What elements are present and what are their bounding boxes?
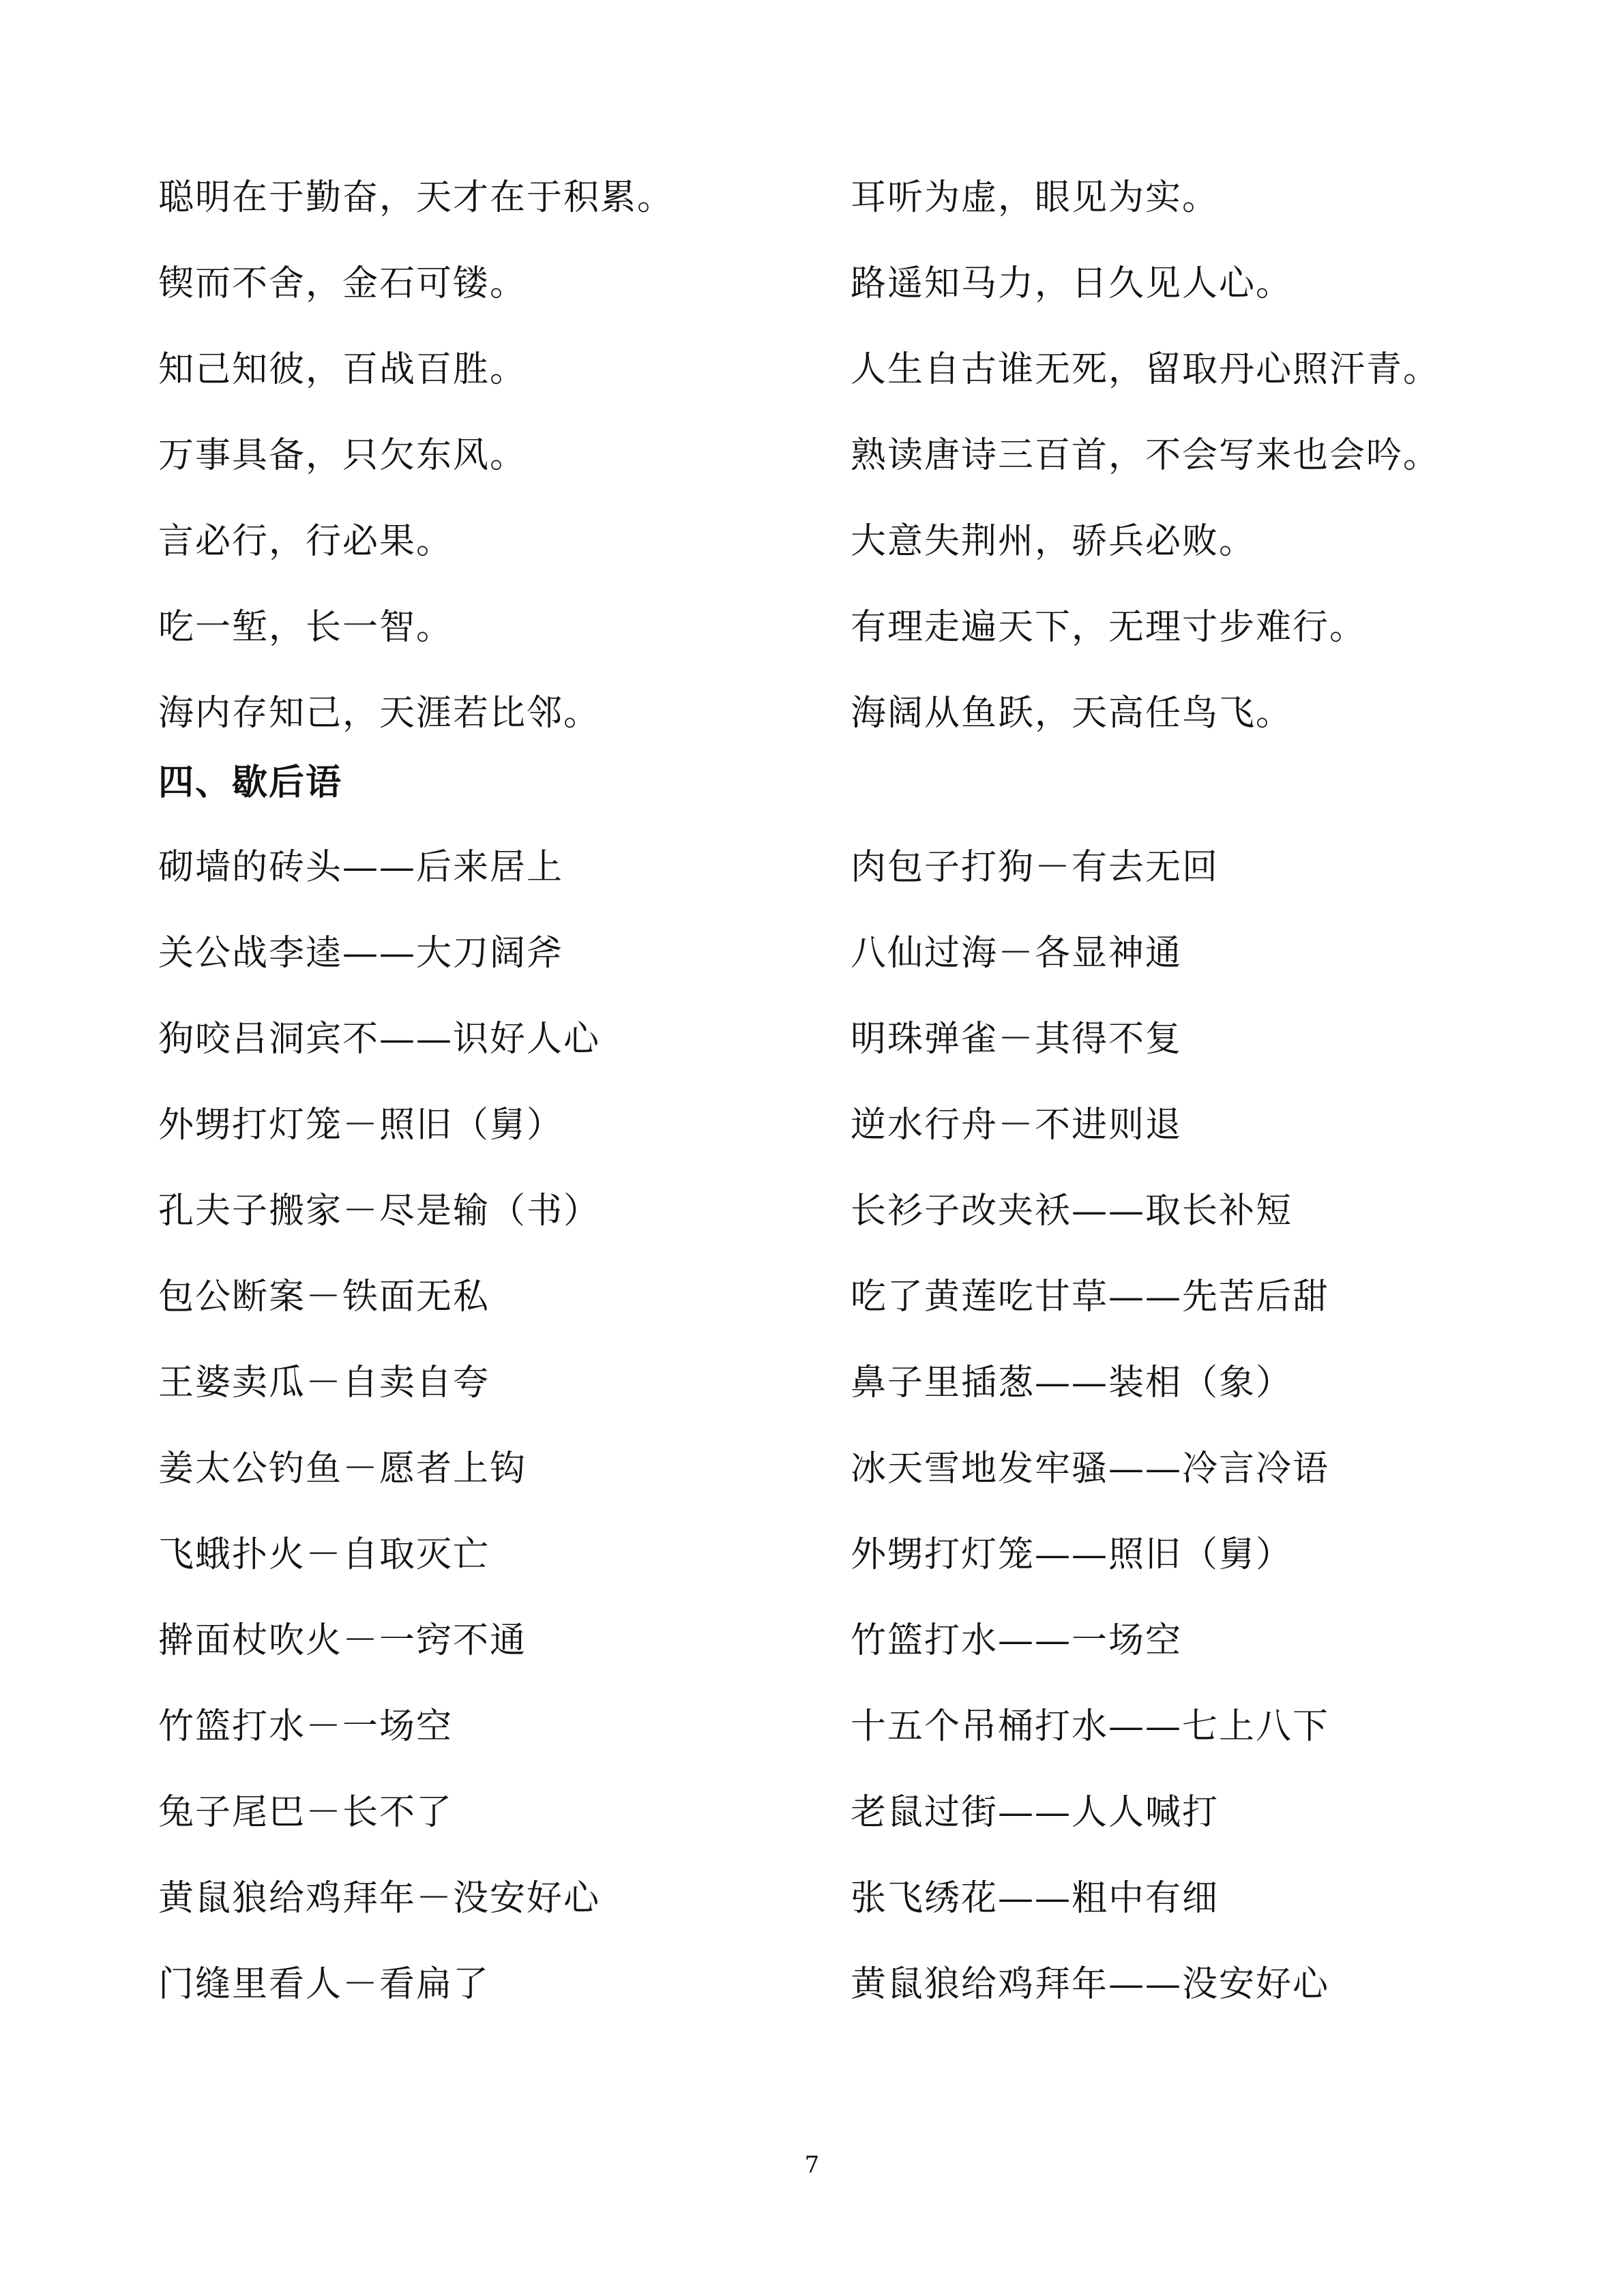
xiehouyu-left: 门缝里看人－看扁了 [158, 1964, 490, 2005]
xiehouyu-left: 关公战李逵——大刀阔斧 [158, 933, 564, 974]
xiehouyu-right: 明珠弹雀－其得不复 [851, 1019, 1183, 1060]
xiehouyu-row [0, 1858, 1624, 1939]
xiehouyu-left: 外甥打灯笼－照旧（舅） [158, 1105, 564, 1146]
xiehouyu-left: 姜太公钓鱼－愿者上钩 [158, 1448, 527, 1489]
proverb-right: 熟读唐诗三百首，不会写来也会吟。 [851, 435, 1441, 476]
xiehouyu-row [0, 1943, 1624, 2025]
proverb-right: 有理走遍天下，无理寸步难行。 [851, 607, 1367, 648]
xiehouyu-row [0, 1514, 1624, 1596]
xiehouyu-row [0, 1256, 1624, 1338]
xiehouyu-right: 长衫子改夹袄——取长补短 [851, 1191, 1293, 1232]
proverb-left: 聪明在于勤奋，天才在于积累。 [158, 177, 675, 218]
xiehouyu-row [0, 1084, 1624, 1166]
proverb-row [0, 329, 1624, 411]
xiehouyu-row [0, 1686, 1624, 1768]
proverb-right: 海阔从鱼跃，天高任鸟飞。 [851, 693, 1293, 734]
xiehouyu-row [0, 826, 1624, 908]
proverb-row [0, 672, 1624, 754]
xiehouyu-row [0, 1772, 1624, 1853]
proverb-left: 锲而不舍，金石可镂。 [158, 263, 527, 304]
xiehouyu-left: 飞蛾扑火－自取灭亡 [158, 1534, 490, 1575]
xiehouyu-right: 黄鼠狼给鸡拜年——没安好心 [851, 1964, 1330, 2005]
xiehouyu-row [0, 1428, 1624, 1510]
proverb-row [0, 157, 1624, 239]
xiehouyu-right: 逆水行舟－不进则退 [851, 1105, 1183, 1146]
proverb-right: 大意失荆州，骄兵必败。 [851, 521, 1256, 562]
proverb-left: 言必行，行必果。 [158, 521, 454, 562]
proverb-row [0, 415, 1624, 496]
page-number: 7 [804, 2151, 820, 2179]
proverb-row [0, 586, 1624, 668]
section-heading: 四、歇后语 [158, 762, 343, 803]
xiehouyu-left: 孔夫子搬家－尽是输（书） [158, 1191, 601, 1232]
xiehouyu-right: 鼻子里插葱——装相（象） [851, 1362, 1293, 1403]
xiehouyu-left: 砌墙的砖头——后来居上 [158, 847, 564, 888]
xiehouyu-row [0, 912, 1624, 994]
xiehouyu-left: 包公断案－铁面无私 [158, 1277, 490, 1317]
xiehouyu-right: 外甥打灯笼——照旧（舅） [851, 1534, 1293, 1575]
proverb-left: 海内存知己，天涯若比邻。 [158, 693, 601, 734]
xiehouyu-left: 王婆卖瓜－自卖自夸 [158, 1362, 490, 1403]
xiehouyu-left: 竹篮打水－一场空 [158, 1706, 454, 1747]
proverb-right: 人生自古谁无死，留取丹心照汗青。 [851, 349, 1441, 390]
xiehouyu-row [0, 1342, 1624, 1424]
xiehouyu-left: 黄鼠狼给鸡拜年－没安好心 [158, 1878, 601, 1919]
xiehouyu-left: 兔子尾巴－长不了 [158, 1792, 454, 1833]
xiehouyu-right: 十五个吊桶打水——七上八下 [851, 1706, 1330, 1747]
proverb-left: 知己知彼，百战百胜。 [158, 349, 527, 390]
xiehouyu-right: 冰天雪地发牢骚——冷言冷语 [851, 1448, 1330, 1489]
xiehouyu-right: 张飞绣花——粗中有细 [851, 1878, 1220, 1919]
xiehouyu-row [0, 998, 1624, 1080]
proverb-right: 耳听为虚，眼见为实。 [851, 177, 1220, 218]
proverb-right: 路遥知马力，日久见人心。 [851, 263, 1293, 304]
xiehouyu-right: 吃了黄莲吃甘草——先苦后甜 [851, 1277, 1330, 1317]
xiehouyu-right: 老鼠过街——人人喊打 [851, 1792, 1220, 1833]
proverb-row [0, 501, 1624, 582]
proverb-left: 吃一堑，长一智。 [158, 607, 454, 648]
xiehouyu-left: 擀面杖吹火－一窍不通 [158, 1620, 527, 1661]
xiehouyu-row [0, 1170, 1624, 1252]
proverb-left: 万事具备，只欠东风。 [158, 435, 527, 476]
xiehouyu-row [0, 1600, 1624, 1682]
xiehouyu-right: 肉包子打狗－有去无回 [851, 847, 1220, 888]
xiehouyu-right: 竹篮打水——一场空 [851, 1620, 1183, 1661]
xiehouyu-right: 八仙过海－各显神通 [851, 933, 1183, 974]
xiehouyu-left: 狗咬吕洞宾不——识好人心 [158, 1019, 601, 1060]
proverb-row [0, 243, 1624, 325]
